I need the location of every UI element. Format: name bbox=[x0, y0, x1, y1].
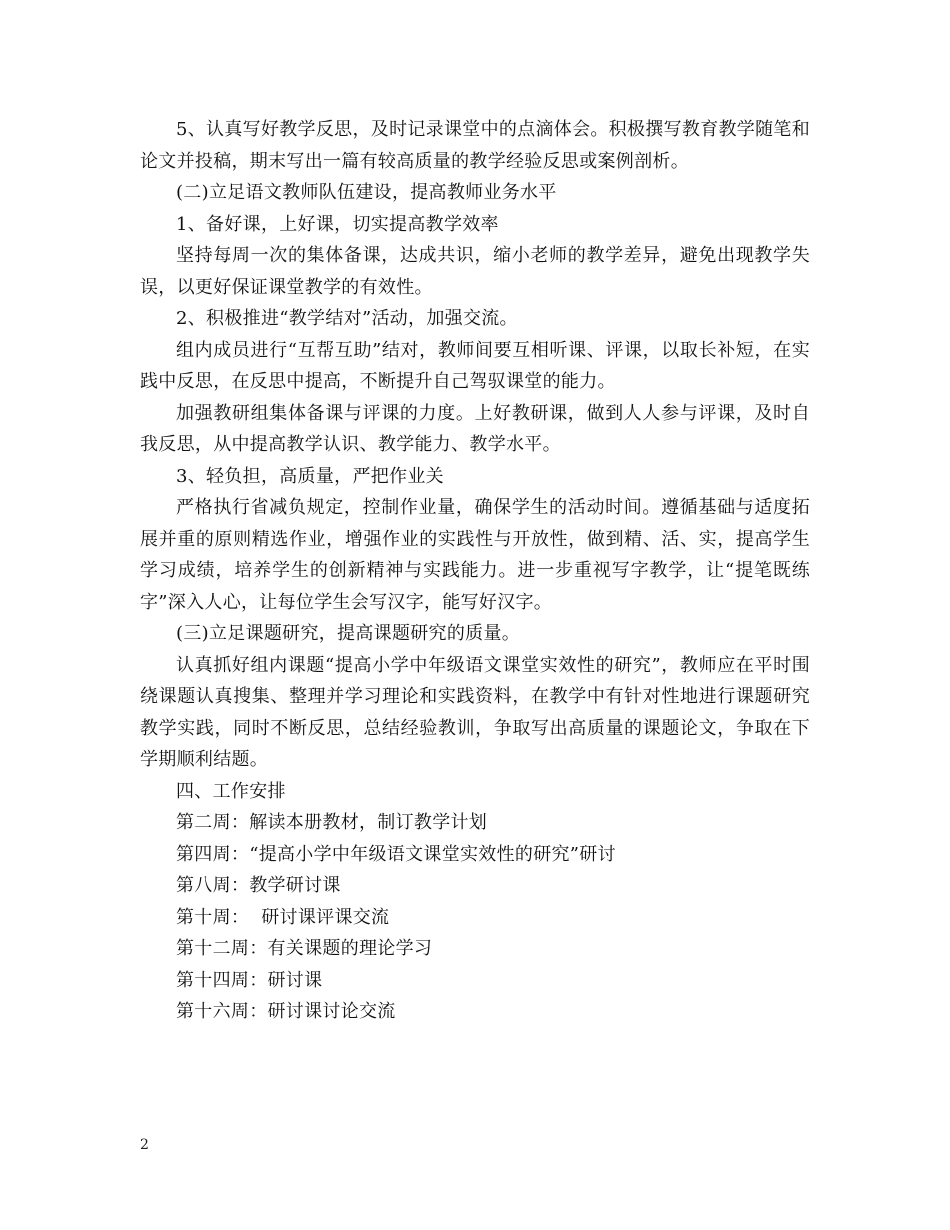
paragraph-research-topic: 认真抓好组内课题“提高小学中年级语文课堂实效性的研究”，教师应在平时围绕课题认真搜集、整理并学习理论和实践资料，在教学中有针对性地进行课题研究教学实践，同时不断反思，总结经验教训，争取写出高质量的课题论文，争取在下学期顺利结题。 bbox=[140, 654, 810, 770]
heading-homework: 3、轻负担，高质量，严把作业关 bbox=[176, 465, 444, 487]
paragraph-research-group: 加强教研组集体备课与评课的力度。上好教研课，做到人人参与评课，及时自我反思，从中提高教学认识、教学能力、教学水平。 bbox=[140, 402, 810, 455]
schedule-item-week-2: 第二周：解读本册教材，制订教学计划 bbox=[176, 812, 488, 833]
page-number: 2 bbox=[140, 1137, 149, 1153]
heading-schedule: 四、工作安排 bbox=[176, 780, 286, 802]
document-body bbox=[140, 114, 810, 1028]
schedule-item-week-12: 第十二周：有关课题的理论学习 bbox=[176, 938, 433, 959]
heading-pairing: 2、积极推进“教学结对”活动，加强交流。 bbox=[176, 308, 518, 329]
schedule-item-week-10: 第十周： 研讨课评课交流 bbox=[176, 906, 390, 928]
heading-lesson-prep: 1、备好课，上好课，切实提高教学效率 bbox=[176, 213, 499, 235]
paragraph-reflection: 5、认真写好教学反思，及时记录课堂中的点滴体会。积极撰写教育教学随笔和论文并投稿，期末写出一篇有较高质量的教学经验反思或案例剖析。 bbox=[140, 119, 810, 172]
schedule-item-week-4: 第四周：“提高小学中年级语文课堂实效性的研究”研讨 bbox=[176, 843, 616, 865]
paragraph-mutual-help: 组内成员进行“互帮互助”结对，教师间要互相听课、评课，以取长补短，在实践中反思，在反思中提高，不断提升自己驾驭课堂的能力。 bbox=[140, 339, 810, 392]
schedule-item-week-8: 第八周：教学研讨课 bbox=[176, 875, 341, 896]
heading-research-topic: (三)立足课题研究，提高课题研究的质量。 bbox=[176, 623, 521, 644]
schedule-item-week-14: 第十四周：研讨课 bbox=[176, 969, 323, 991]
heading-teacher-team: (二)立足语文教师队伍建设，提高教师业务水平 bbox=[176, 182, 557, 203]
schedule-item-week-16: 第十六周：研讨课讨论交流 bbox=[176, 1001, 396, 1022]
paragraph-collective-prep: 坚持每周一次的集体备课，达成共识，缩小老师的教学差异，避免出现教学失误，以更好保证课堂教学的有效性。 bbox=[140, 245, 810, 298]
paragraph-homework: 严格执行省减负规定，控制作业量，确保学生的活动时间。遵循基础与适度拓展并重的原则精选作业，增强作业的实践性与开放性，做到精、活、实，提高学生学习成绩，培养学生的创新精神与实践能力。进一步重视写字教学，让“提笔既练字”深入人心，让每位学生会写汉字，能写好汉字。 bbox=[140, 497, 810, 613]
